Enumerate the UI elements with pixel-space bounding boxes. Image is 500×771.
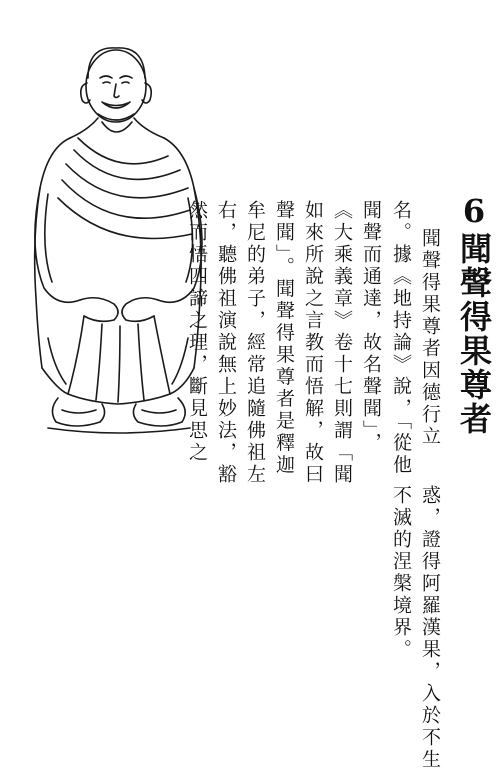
body-line-9: 然而悟四諦之理，斷見思之: [186, 200, 208, 464]
body-line-2: 名。據《地持論》說，「從他: [390, 200, 412, 477]
body-line-11: 不滅的涅槃境界。: [390, 485, 412, 661]
body-line-3: 聞聲而通達，故名聲聞」，: [360, 200, 382, 455]
body-line-5: 如來所說之言教而悟解，故曰: [302, 200, 324, 486]
body-line-10: 惑，證得阿羅漢果，入於不生: [419, 485, 441, 771]
body-line-7: 牟尼的弟子，經常追隨佛祖左: [244, 200, 266, 486]
body-line-4: 《大乘義章》卷十七則謂「聞: [331, 200, 353, 486]
title-text: 聞聲得果尊者: [455, 232, 493, 436]
body-line-6: 聲聞」。聞聲得果尊者是釋迦: [273, 200, 295, 477]
title-number: 6: [455, 192, 493, 232]
body-line-8: 右，聽佛祖演說無上妙法，豁: [215, 200, 237, 486]
page-title: [455, 192, 493, 436]
body-line-1: 聞聲得果尊者因德行立: [419, 228, 441, 448]
